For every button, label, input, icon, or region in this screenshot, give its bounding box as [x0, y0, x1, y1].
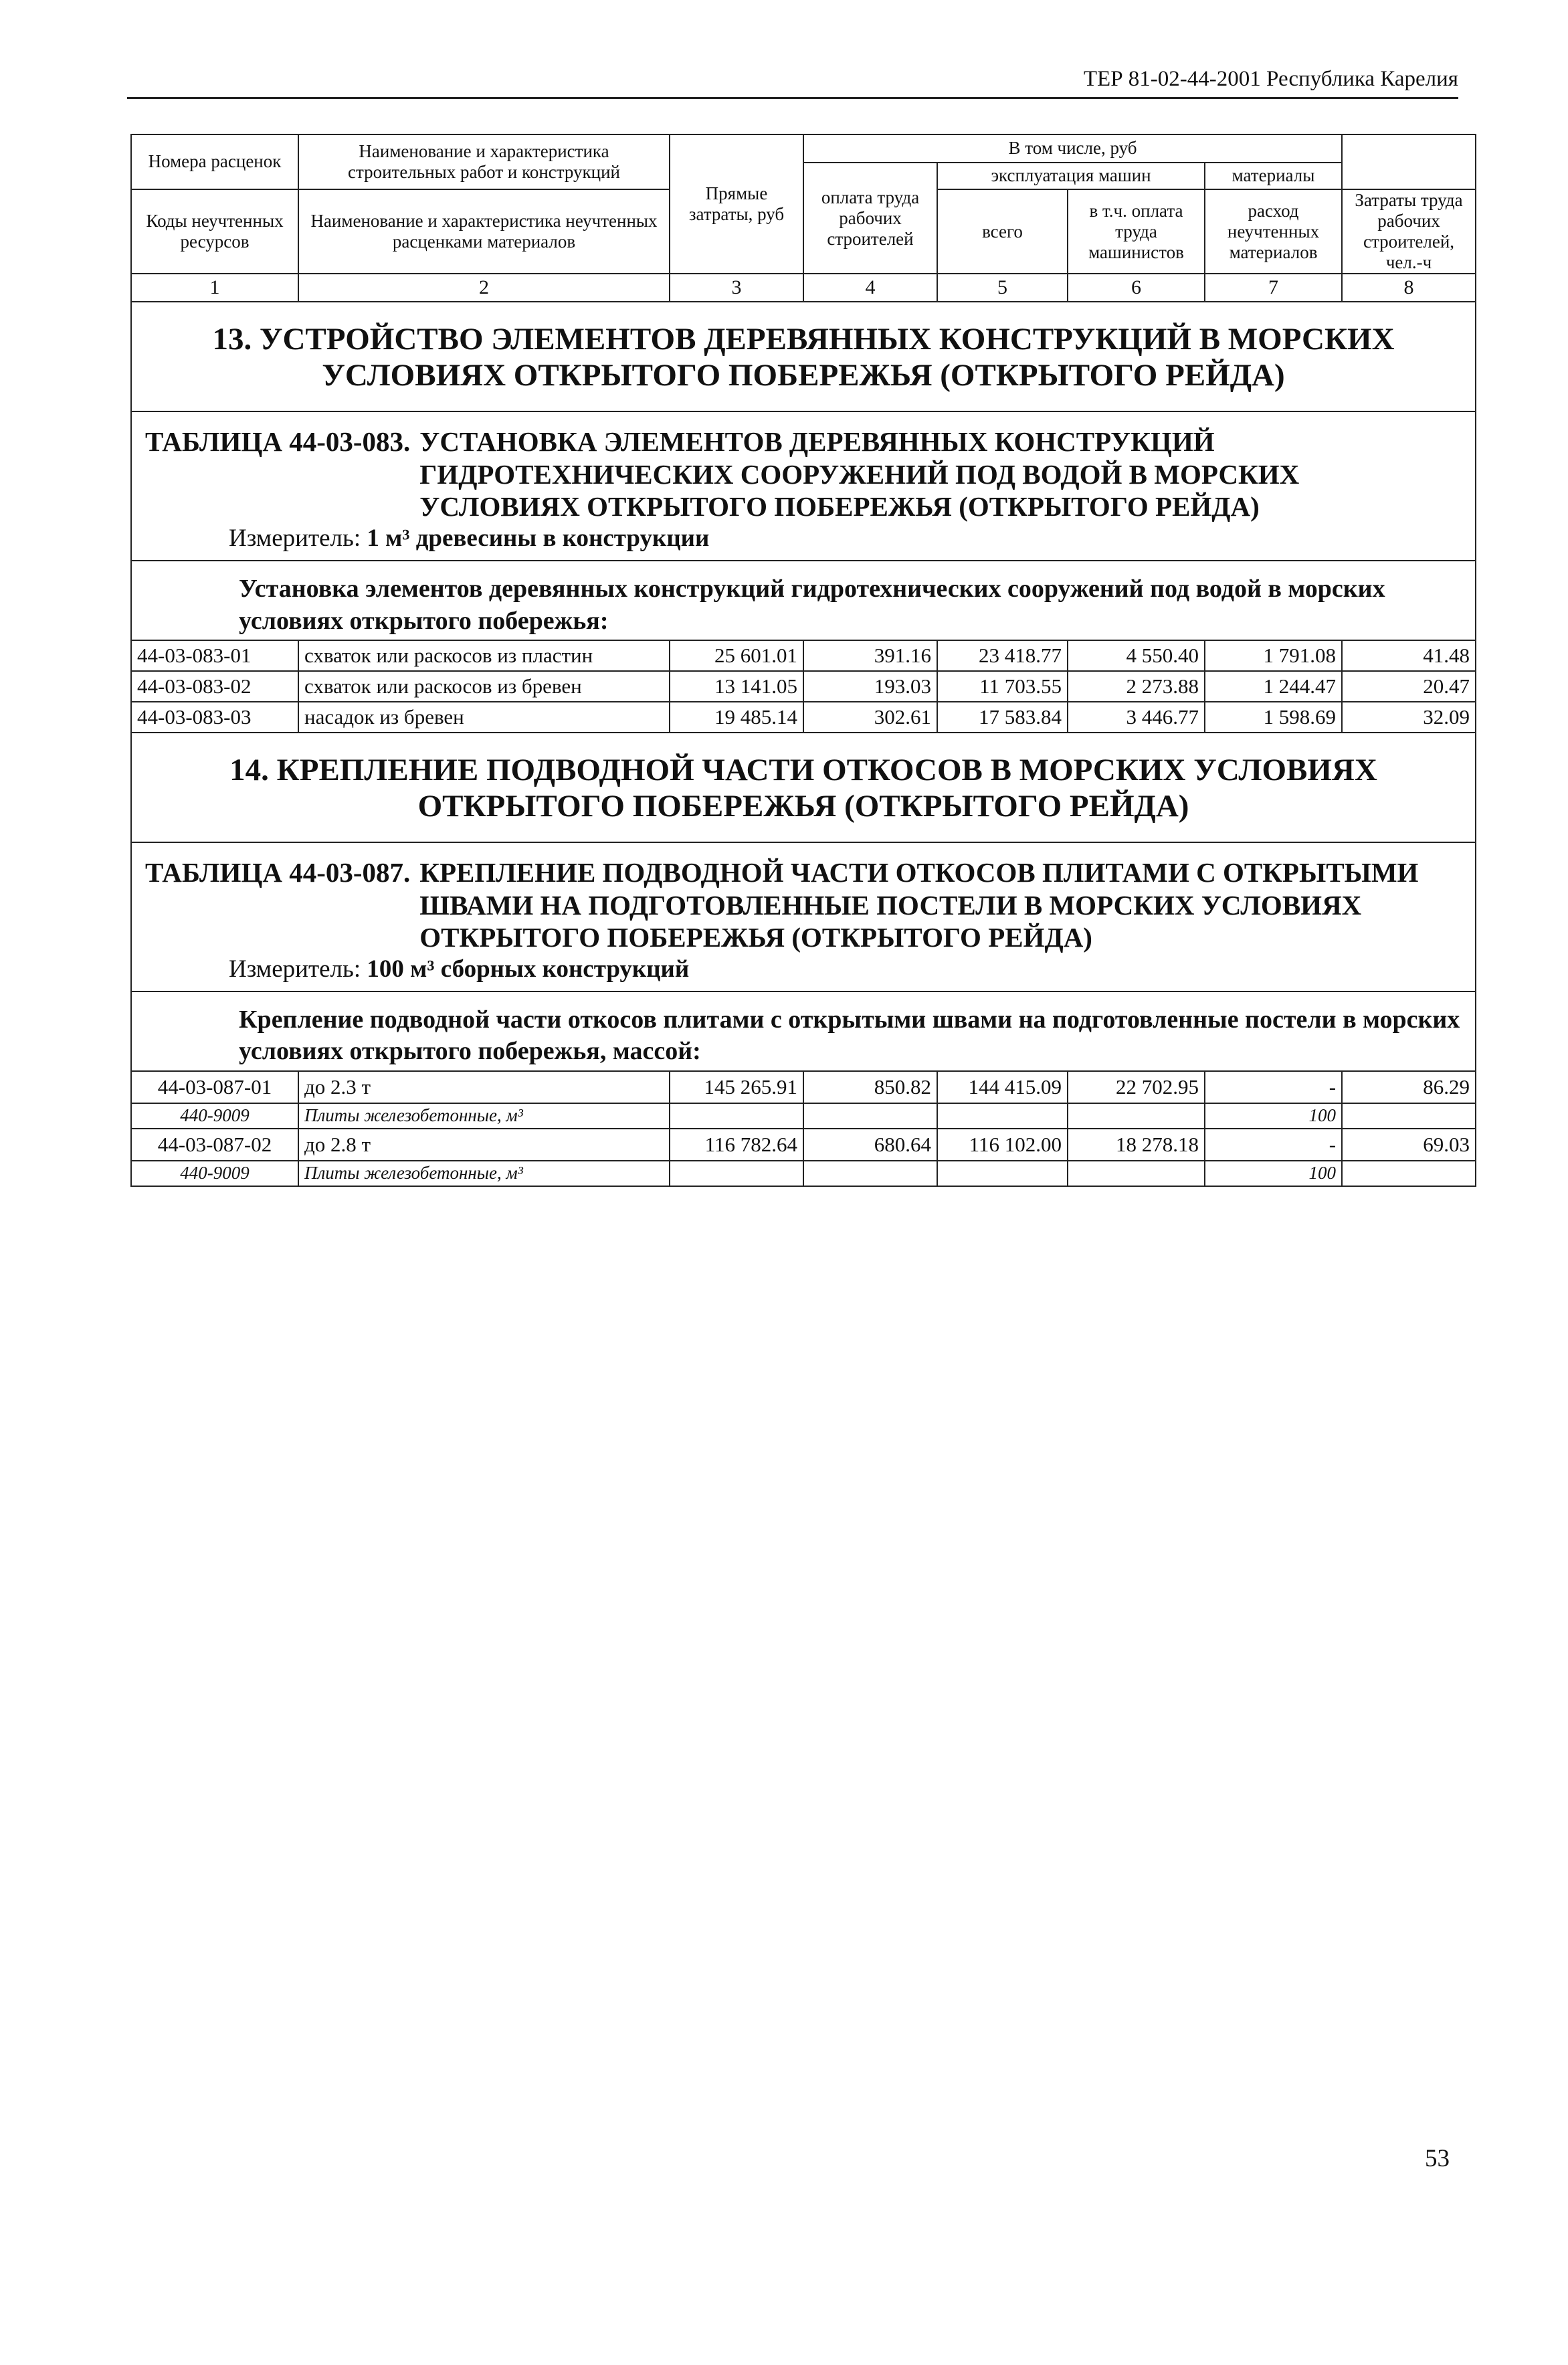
labor-pay: 391.16: [803, 640, 937, 671]
machinist-pay: 22 702.95: [1068, 1071, 1205, 1103]
table-083-heading-row: [131, 411, 1476, 561]
measure-unit: [145, 955, 1455, 984]
table-label: ТАБЛИЦА 44-03-087.: [145, 857, 411, 888]
labor-hours: 69.03: [1342, 1129, 1476, 1161]
rate-code: 44-03-087-01: [131, 1071, 298, 1103]
rate-code: 44-03-083-02: [131, 671, 298, 702]
column-number: 2: [298, 274, 670, 302]
labor-pay: 680.64: [803, 1129, 937, 1161]
materials: 1 244.47: [1205, 671, 1342, 702]
labor-hours: 20.47: [1342, 671, 1476, 702]
group-087-row: [131, 991, 1476, 1071]
table-title: КРЕПЛЕНИЕ ПОДВОДНОЙ ЧАСТИ ОТКОСОВ ПЛИТАМИ С ОТКРЫТЫМИ ШВАМИ НА ПОДГОТОВЛЕННЫЕ ПОСТЕЛИ В МОРСКИХ УСЛОВИЯХ ОТКРЫТОГО ПОБЕРЕЖЬЯ (ОТКРЫТОГО РЕЙДА): [419, 857, 1419, 953]
table-row: [131, 1071, 1476, 1103]
work-name: схваток или раскосов из пластин: [298, 640, 670, 671]
col-work-name-header: Наименование и характеристика строительных работ и конструкций: [298, 134, 670, 189]
resource-qty: 100: [1205, 1161, 1342, 1186]
col-resource-code-header: Коды неучтенных ресурсов: [131, 189, 298, 274]
section-title: 13. УСТРОЙСТВО ЭЛЕМЕНТОВ ДЕРЕВЯННЫХ КОНСТРУКЦИЙ В МОРСКИХ УСЛОВИЯХ ОТКРЫТОГО ПОБЕРЕЖЬЯ (ОТКРЫТОГО РЕЙДА): [131, 302, 1476, 411]
direct-costs: 13 141.05: [670, 671, 803, 702]
resource-row: [131, 1103, 1476, 1129]
col-labor-costs-header: Затраты труда рабочих строителей, чел.-ч: [1342, 189, 1476, 274]
direct-costs: 25 601.01: [670, 640, 803, 671]
measure-unit: [145, 524, 1455, 553]
col-direct-costs-header: Прямые затраты, руб: [670, 134, 803, 274]
materials: 1 598.69: [1205, 702, 1342, 733]
col-machines-header: эксплуатация машин: [937, 163, 1205, 189]
machinist-pay: 3 446.77: [1068, 702, 1205, 733]
resource-code: 440-9009: [131, 1161, 298, 1186]
work-name: схваток или раскосов из бревен: [298, 671, 670, 702]
resource-row: [131, 1161, 1476, 1186]
column-number: 6: [1068, 274, 1205, 302]
col-labor-header-top: [1342, 134, 1476, 189]
column-number: 1: [131, 274, 298, 302]
direct-costs: 145 265.91: [670, 1071, 803, 1103]
group-title: Установка элементов деревянных конструкций гидротехнических сооружений под водой в морских условиях открытого побережья:: [131, 561, 1476, 640]
direct-costs: 116 782.64: [670, 1129, 803, 1161]
labor-pay: 193.03: [803, 671, 937, 702]
header-row-1: [131, 134, 1476, 163]
table-row: [131, 1129, 1476, 1161]
table-title: УСТАНОВКА ЭЛЕМЕНТОВ ДЕРЕВЯННЫХ КОНСТРУКЦИЙ ГИДРОТЕХНИЧЕСКИХ СООРУЖЕНИЙ ПОД ВОДОЙ В МОРСКИХ УСЛОВИЯХ ОТКРЫТОГО ПОБЕРЕЖЬЯ (ОТКРЫТОГО РЕЙДА): [419, 426, 1300, 523]
column-number: 3: [670, 274, 803, 302]
section-title: 14. КРЕПЛЕНИЕ ПОДВОДНОЙ ЧАСТИ ОТКОСОВ В МОРСКИХ УСЛОВИЯХ ОТКРЫТОГО ПОБЕРЕЖЬЯ (ОТКРЫТОГО РЕЙДА): [131, 733, 1476, 842]
work-name: до 2.8 т: [298, 1129, 670, 1161]
running-header: ТЕР 81-02-44-2001 Республика Карелия: [127, 67, 1458, 99]
measure-label: Измеритель:: [229, 525, 361, 553]
work-name: до 2.3 т: [298, 1071, 670, 1103]
resource-code: 440-9009: [131, 1103, 298, 1129]
rate-code: 44-03-083-03: [131, 702, 298, 733]
machinist-pay: 2 273.88: [1068, 671, 1205, 702]
col-machinist-pay-header: в т.ч. оплата труда машинистов: [1068, 189, 1205, 274]
resource-name: Плиты железобетонные, м³: [298, 1103, 670, 1129]
rate-code: 44-03-083-01: [131, 640, 298, 671]
machines-total: 144 415.09: [937, 1071, 1068, 1103]
col-material-use-header: расход неучтенных материалов: [1205, 189, 1342, 274]
machines-total: 17 583.84: [937, 702, 1068, 733]
labor-hours: 41.48: [1342, 640, 1476, 671]
column-number: 4: [803, 274, 937, 302]
work-name: насадок из бревен: [298, 702, 670, 733]
page-number: 53: [1425, 2145, 1450, 2172]
column-number: 8: [1342, 274, 1476, 302]
direct-costs: 19 485.14: [670, 702, 803, 733]
labor-pay: 302.61: [803, 702, 937, 733]
col-rate-number-header: Номера расценок: [131, 134, 298, 189]
rate-code: 44-03-087-02: [131, 1129, 298, 1161]
col-material-name-header: Наименование и характеристика неучтенных расценками материалов: [298, 189, 670, 274]
col-materials-header: материалы: [1205, 163, 1342, 189]
measure-label: Измеритель:: [229, 955, 361, 983]
col-machines-total-header: всего: [937, 189, 1068, 274]
materials: -: [1205, 1129, 1342, 1161]
materials: -: [1205, 1071, 1342, 1103]
resource-name: Плиты железобетонные, м³: [298, 1161, 670, 1186]
table-label: ТАБЛИЦА 44-03-083.: [145, 426, 411, 458]
labor-hours: 32.09: [1342, 702, 1476, 733]
table-row: [131, 702, 1476, 733]
machines-total: 116 102.00: [937, 1129, 1068, 1161]
machinist-pay: 4 550.40: [1068, 640, 1205, 671]
group-title: Крепление подводной части откосов плитами с открытыми швами на подготовленные постели в морских условиях открытого побережья, массой:: [131, 991, 1476, 1071]
labor-hours: 86.29: [1342, 1071, 1476, 1103]
table-087-heading-row: [131, 842, 1476, 991]
column-number: 5: [937, 274, 1068, 302]
resource-qty: 100: [1205, 1103, 1342, 1129]
col-labor-pay-header: оплата труда рабочих строителей: [803, 163, 937, 274]
group-083-row: [131, 561, 1476, 640]
measure-value: 1 м³ древесины в конструкции: [367, 525, 710, 553]
col-including-header: В том числе, руб: [803, 134, 1342, 163]
table-row: [131, 671, 1476, 702]
machines-total: 23 418.77: [937, 640, 1068, 671]
table-row: [131, 640, 1476, 671]
materials: 1 791.08: [1205, 640, 1342, 671]
column-numbers-row: [131, 274, 1476, 302]
column-number: 7: [1205, 274, 1342, 302]
labor-pay: 850.82: [803, 1071, 937, 1103]
machines-total: 11 703.55: [937, 671, 1068, 702]
section-14-row: [131, 733, 1476, 842]
rates-table: [130, 134, 1476, 1187]
measure-value: 100 м³ сборных конструкций: [367, 955, 690, 983]
machinist-pay: 18 278.18: [1068, 1129, 1205, 1161]
section-13-row: [131, 302, 1476, 411]
